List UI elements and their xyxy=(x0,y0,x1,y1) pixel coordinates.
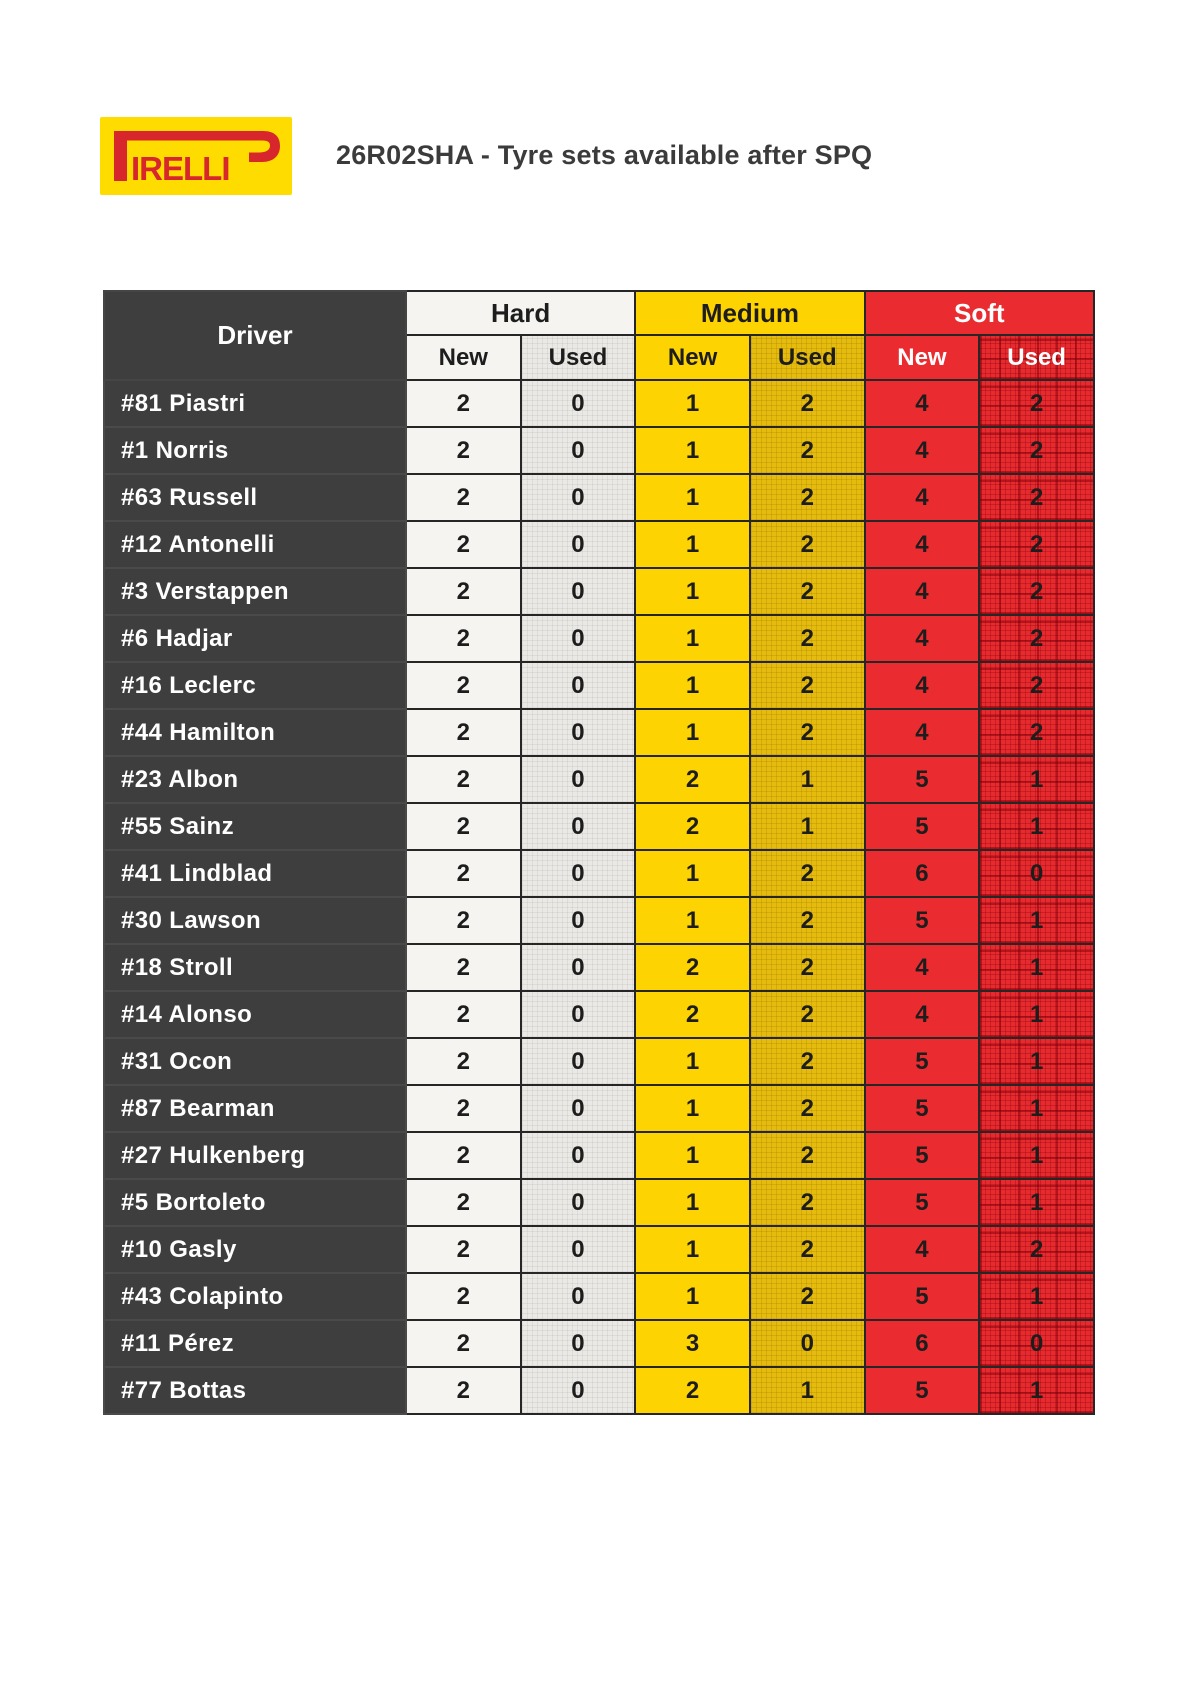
soft-new-cell: 4 xyxy=(865,474,980,521)
hard-new-cell: 2 xyxy=(406,568,521,615)
table-row xyxy=(104,709,1094,756)
medium-new-cell: 2 xyxy=(635,756,750,803)
soft-new-cell: 5 xyxy=(865,1085,980,1132)
table-row xyxy=(104,756,1094,803)
medium-new-header: New xyxy=(635,335,750,380)
soft-used-cell: 2 xyxy=(979,662,1094,709)
soft-used-cell: 1 xyxy=(979,756,1094,803)
medium-new-cell: 3 xyxy=(635,1320,750,1367)
driver-name: #11 Pérez xyxy=(104,1320,406,1367)
soft-used-cell: 2 xyxy=(979,1226,1094,1273)
medium-new-cell: 2 xyxy=(635,1367,750,1414)
medium-new-cell: 1 xyxy=(635,897,750,944)
medium-used-cell: 2 xyxy=(750,1179,865,1226)
hard-new-cell: 2 xyxy=(406,756,521,803)
soft-used-cell: 1 xyxy=(979,1179,1094,1226)
table-row xyxy=(104,897,1094,944)
table-row xyxy=(104,1038,1094,1085)
hard-new-cell: 2 xyxy=(406,662,521,709)
soft-used-cell: 2 xyxy=(979,568,1094,615)
hard-used-cell: 0 xyxy=(521,709,636,756)
hard-new-cell: 2 xyxy=(406,991,521,1038)
medium-used-cell: 1 xyxy=(750,803,865,850)
table-row xyxy=(104,1226,1094,1273)
soft-new-cell: 4 xyxy=(865,709,980,756)
soft-new-cell: 5 xyxy=(865,1179,980,1226)
medium-used-cell: 2 xyxy=(750,1038,865,1085)
table-row xyxy=(104,850,1094,897)
hard-new-cell: 2 xyxy=(406,380,521,427)
driver-name: #3 Verstappen xyxy=(104,568,406,615)
hard-used-cell: 0 xyxy=(521,756,636,803)
driver-name: #12 Antonelli xyxy=(104,521,406,568)
table-body xyxy=(104,380,1094,1414)
hard-new-cell: 2 xyxy=(406,474,521,521)
medium-used-header: Used xyxy=(750,335,865,380)
hard-new-cell: 2 xyxy=(406,1179,521,1226)
hard-used-cell: 0 xyxy=(521,1320,636,1367)
driver-name: #63 Russell xyxy=(104,474,406,521)
hard-new-cell: 2 xyxy=(406,1367,521,1414)
soft-new-cell: 4 xyxy=(865,662,980,709)
medium-new-cell: 2 xyxy=(635,803,750,850)
soft-new-cell: 5 xyxy=(865,897,980,944)
soft-new-cell: 4 xyxy=(865,991,980,1038)
hard-used-cell: 0 xyxy=(521,850,636,897)
medium-used-cell: 2 xyxy=(750,662,865,709)
hard-new-cell: 2 xyxy=(406,1226,521,1273)
hard-new-cell: 2 xyxy=(406,615,521,662)
driver-name: #23 Albon xyxy=(104,756,406,803)
hard-used-cell: 0 xyxy=(521,380,636,427)
soft-used-cell: 1 xyxy=(979,1273,1094,1320)
driver-name: #16 Leclerc xyxy=(104,662,406,709)
medium-used-cell: 2 xyxy=(750,474,865,521)
driver-column-header: Driver xyxy=(104,291,406,380)
medium-used-cell: 2 xyxy=(750,850,865,897)
medium-new-cell: 1 xyxy=(635,474,750,521)
medium-new-cell: 1 xyxy=(635,380,750,427)
table-row xyxy=(104,944,1094,991)
table-row xyxy=(104,662,1094,709)
table-row xyxy=(104,1132,1094,1179)
medium-used-cell: 2 xyxy=(750,568,865,615)
driver-name: #1 Norris xyxy=(104,427,406,474)
medium-new-cell: 1 xyxy=(635,662,750,709)
table-row xyxy=(104,991,1094,1038)
driver-name: #18 Stroll xyxy=(104,944,406,991)
medium-used-cell: 2 xyxy=(750,1085,865,1132)
medium-new-cell: 1 xyxy=(635,850,750,897)
table-row xyxy=(104,521,1094,568)
soft-used-cell: 2 xyxy=(979,474,1094,521)
hard-used-cell: 0 xyxy=(521,662,636,709)
medium-new-cell: 1 xyxy=(635,1132,750,1179)
soft-new-cell: 5 xyxy=(865,756,980,803)
hard-used-cell: 0 xyxy=(521,1226,636,1273)
medium-used-cell: 2 xyxy=(750,380,865,427)
table-row xyxy=(104,380,1094,427)
soft-new-header: New xyxy=(865,335,980,380)
soft-used-cell: 2 xyxy=(979,615,1094,662)
hard-new-cell: 2 xyxy=(406,427,521,474)
hard-new-cell: 2 xyxy=(406,1320,521,1367)
driver-name: #5 Bortoleto xyxy=(104,1179,406,1226)
hard-new-header: New xyxy=(406,335,521,380)
medium-used-cell: 2 xyxy=(750,615,865,662)
soft-new-cell: 4 xyxy=(865,568,980,615)
table-row xyxy=(104,1085,1094,1132)
table-row xyxy=(104,803,1094,850)
medium-group-header: Medium xyxy=(635,291,864,335)
soft-used-cell: 2 xyxy=(979,709,1094,756)
hard-new-cell: 2 xyxy=(406,709,521,756)
compound-header-row xyxy=(104,291,1094,335)
table-row xyxy=(104,427,1094,474)
soft-group-header: Soft xyxy=(865,291,1094,335)
soft-used-cell: 1 xyxy=(979,897,1094,944)
driver-name: #44 Hamilton xyxy=(104,709,406,756)
soft-new-cell: 4 xyxy=(865,1226,980,1273)
hard-used-cell: 0 xyxy=(521,521,636,568)
medium-new-cell: 1 xyxy=(635,1038,750,1085)
hard-new-cell: 2 xyxy=(406,521,521,568)
hard-new-cell: 2 xyxy=(406,1132,521,1179)
medium-used-cell: 2 xyxy=(750,991,865,1038)
hard-used-header: Used xyxy=(521,335,636,380)
hard-new-cell: 2 xyxy=(406,850,521,897)
medium-new-cell: 1 xyxy=(635,1226,750,1273)
hard-new-cell: 2 xyxy=(406,1085,521,1132)
soft-used-cell: 1 xyxy=(979,944,1094,991)
medium-used-cell: 2 xyxy=(750,427,865,474)
soft-new-cell: 4 xyxy=(865,427,980,474)
hard-used-cell: 0 xyxy=(521,1273,636,1320)
table-row xyxy=(104,1179,1094,1226)
medium-new-cell: 2 xyxy=(635,944,750,991)
table-row xyxy=(104,568,1094,615)
driver-name: #27 Hulkenberg xyxy=(104,1132,406,1179)
logo-p-stem xyxy=(114,131,127,181)
medium-used-cell: 2 xyxy=(750,1132,865,1179)
hard-used-cell: 0 xyxy=(521,1179,636,1226)
hard-used-cell: 0 xyxy=(521,803,636,850)
driver-name: #81 Piastri xyxy=(104,380,406,427)
medium-new-cell: 1 xyxy=(635,427,750,474)
hard-used-cell: 0 xyxy=(521,944,636,991)
soft-new-cell: 4 xyxy=(865,380,980,427)
soft-used-cell: 2 xyxy=(979,380,1094,427)
hard-used-cell: 0 xyxy=(521,474,636,521)
hard-used-cell: 0 xyxy=(521,615,636,662)
medium-used-cell: 2 xyxy=(750,897,865,944)
hard-used-cell: 0 xyxy=(521,568,636,615)
soft-used-cell: 1 xyxy=(979,1085,1094,1132)
driver-name: #30 Lawson xyxy=(104,897,406,944)
medium-used-cell: 1 xyxy=(750,756,865,803)
soft-used-cell: 1 xyxy=(979,1367,1094,1414)
medium-new-cell: 1 xyxy=(635,1085,750,1132)
medium-new-cell: 1 xyxy=(635,568,750,615)
table-row xyxy=(104,1367,1094,1414)
hard-used-cell: 0 xyxy=(521,1085,636,1132)
soft-new-cell: 5 xyxy=(865,1273,980,1320)
medium-new-cell: 1 xyxy=(635,709,750,756)
medium-new-cell: 1 xyxy=(635,615,750,662)
table-row xyxy=(104,1273,1094,1320)
hard-new-cell: 2 xyxy=(406,803,521,850)
hard-new-cell: 2 xyxy=(406,1273,521,1320)
driver-name: #14 Alonso xyxy=(104,991,406,1038)
hard-group-header: Hard xyxy=(406,291,635,335)
hard-new-cell: 2 xyxy=(406,944,521,991)
driver-name: #31 Ocon xyxy=(104,1038,406,1085)
logo-wordmark: IRELLI xyxy=(131,150,230,187)
medium-used-cell: 2 xyxy=(750,521,865,568)
soft-new-cell: 6 xyxy=(865,850,980,897)
driver-name: #77 Bottas xyxy=(104,1367,406,1414)
table-row xyxy=(104,615,1094,662)
soft-used-cell: 2 xyxy=(979,427,1094,474)
medium-used-cell: 1 xyxy=(750,1367,865,1414)
pirelli-logo xyxy=(100,117,292,195)
hard-new-cell: 2 xyxy=(406,897,521,944)
hard-used-cell: 0 xyxy=(521,1038,636,1085)
medium-used-cell: 2 xyxy=(750,944,865,991)
soft-new-cell: 5 xyxy=(865,1038,980,1085)
driver-name: #6 Hadjar xyxy=(104,615,406,662)
soft-new-cell: 6 xyxy=(865,1320,980,1367)
soft-new-cell: 5 xyxy=(865,1132,980,1179)
soft-used-cell: 0 xyxy=(979,850,1094,897)
medium-used-cell: 2 xyxy=(750,1226,865,1273)
soft-used-cell: 1 xyxy=(979,991,1094,1038)
soft-used-cell: 1 xyxy=(979,1132,1094,1179)
driver-name: #55 Sainz xyxy=(104,803,406,850)
medium-used-cell: 2 xyxy=(750,1273,865,1320)
hard-used-cell: 0 xyxy=(521,427,636,474)
driver-name: #43 Colapinto xyxy=(104,1273,406,1320)
soft-used-cell: 1 xyxy=(979,1038,1094,1085)
medium-new-cell: 1 xyxy=(635,1179,750,1226)
hard-used-cell: 0 xyxy=(521,897,636,944)
medium-new-cell: 1 xyxy=(635,1273,750,1320)
table-row xyxy=(104,474,1094,521)
soft-used-cell: 2 xyxy=(979,521,1094,568)
driver-name: #10 Gasly xyxy=(104,1226,406,1273)
page-title: 26R02SHA - Tyre sets available after SPQ xyxy=(336,140,873,170)
soft-new-cell: 5 xyxy=(865,803,980,850)
hard-used-cell: 0 xyxy=(521,1132,636,1179)
table-row xyxy=(104,1320,1094,1367)
medium-new-cell: 2 xyxy=(635,991,750,1038)
tyre-sets-table xyxy=(103,290,1095,1415)
driver-name: #87 Bearman xyxy=(104,1085,406,1132)
hard-new-cell: 2 xyxy=(406,1038,521,1085)
medium-used-cell: 0 xyxy=(750,1320,865,1367)
soft-new-cell: 4 xyxy=(865,944,980,991)
soft-used-header: Used xyxy=(979,335,1094,380)
soft-new-cell: 4 xyxy=(865,521,980,568)
soft-new-cell: 5 xyxy=(865,1367,980,1414)
soft-new-cell: 4 xyxy=(865,615,980,662)
soft-used-cell: 0 xyxy=(979,1320,1094,1367)
hard-used-cell: 0 xyxy=(521,1367,636,1414)
page-header xyxy=(0,0,1200,230)
soft-used-cell: 1 xyxy=(979,803,1094,850)
hard-used-cell: 0 xyxy=(521,991,636,1038)
medium-new-cell: 1 xyxy=(635,521,750,568)
medium-used-cell: 2 xyxy=(750,709,865,756)
driver-name: #41 Lindblad xyxy=(104,850,406,897)
